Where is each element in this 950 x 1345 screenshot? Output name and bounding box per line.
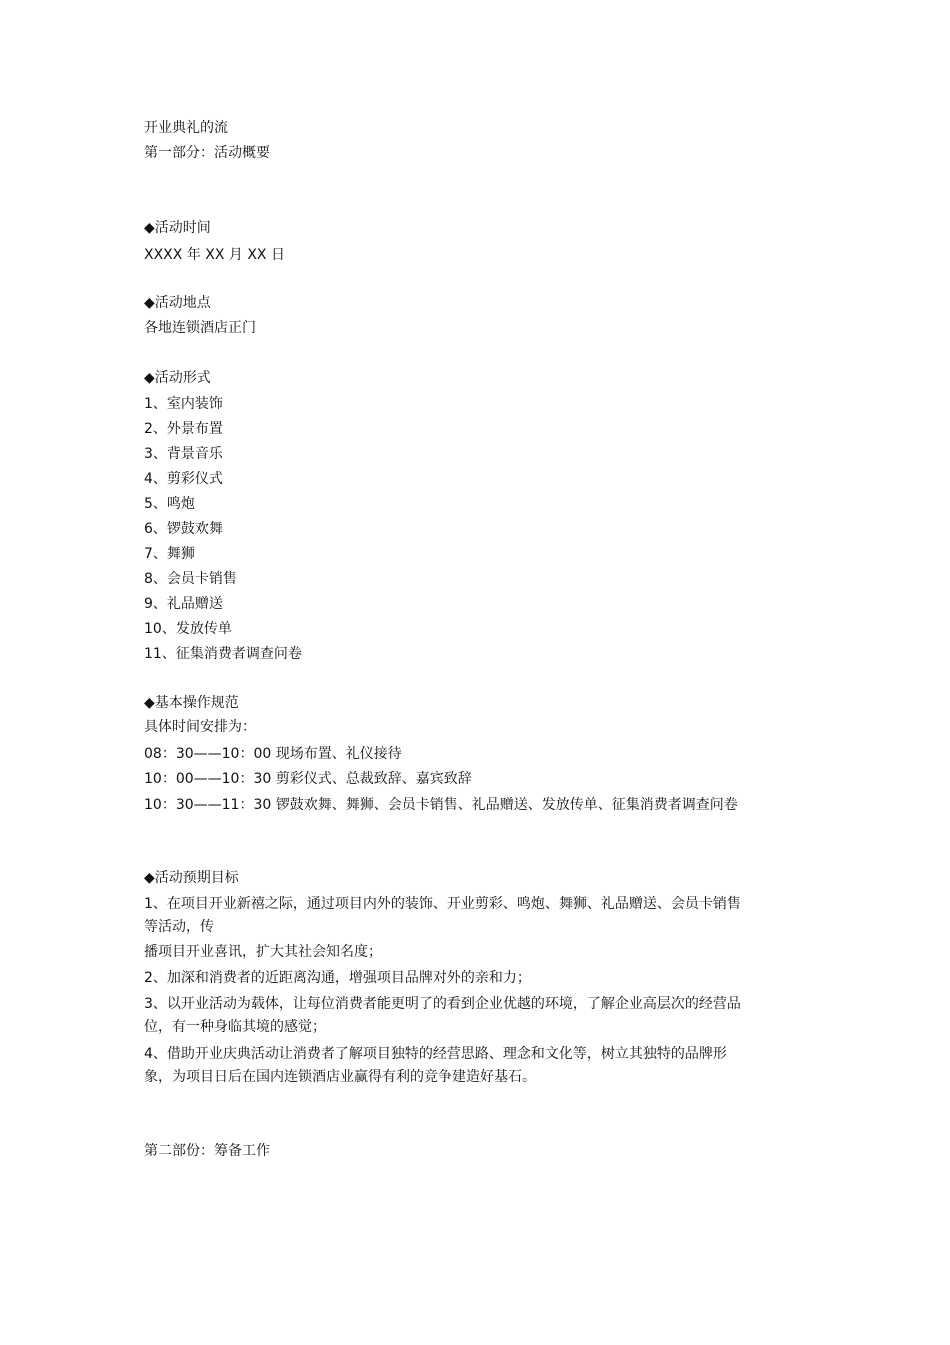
goal-item: 2、加深和消费者的近距离沟通，增强项目品牌对外的亲和力； <box>144 970 531 986</box>
goal-item: 3、以开业活动为载体，让每位消费者能更明了的看到企业优越的环境，了解企业高层次的经营品位，有一种身临其境的感觉； <box>144 996 741 1035</box>
list-item: 5、鸣炮 <box>144 496 195 512</box>
schedule-item: 10：30——11：30 锣鼓欢舞、舞狮、会员卡销售、礼品赠送、发放传单、征集消费者调查问卷 <box>144 797 738 813</box>
goal-item: 4、借助开业庆典活动让消费者了解项目独特的经营思路、理念和文化等，树立其独特的品牌形象，为项目日后在国内连锁酒店业赢得有利的竞争建造好基石。 <box>144 1046 727 1085</box>
schedule-item: 08：30——10：00 现场布置、礼仪接待 <box>144 746 402 762</box>
part2-heading: 第二部份：筹备工作 <box>144 1143 270 1159</box>
schedule-item: 10：00——10：30 剪彩仪式、总裁致辞、嘉宾致辞 <box>144 771 472 787</box>
list-item: 10、发放传单 <box>144 621 232 637</box>
list-item: 2、外景布置 <box>144 421 223 437</box>
goal-item: 1、在项目开业新禧之际，通过项目内外的装饰、开业剪彩、鸣炮、舞狮、礼品赠送、会员卡销售等活动，传 <box>144 896 741 935</box>
list-item: 4、剪彩仪式 <box>144 471 223 487</box>
ops-heading: ◆基本操作规范 <box>144 695 239 711</box>
goal-item: 播项目开业喜讯，扩大其社会知名度； <box>144 944 382 960</box>
form-heading: ◆活动形式 <box>144 370 211 386</box>
part1-heading: 第一部分：活动概要 <box>144 145 270 161</box>
goals-heading: ◆活动预期目标 <box>144 870 239 886</box>
list-item: 7、舞狮 <box>144 546 195 562</box>
list-item: 6、锣鼓欢舞 <box>144 521 223 537</box>
list-item: 11、征集消费者调查问卷 <box>144 646 302 662</box>
time-value: XXXX 年 XX 月 XX 日 <box>144 247 285 263</box>
list-item: 3、背景音乐 <box>144 446 223 462</box>
place-heading: ◆活动地点 <box>144 295 211 311</box>
place-value: 各地连锁酒店正门 <box>144 320 256 336</box>
document-title: 开业典礼的流 <box>144 120 228 136</box>
list-item: 1、室内装饰 <box>144 396 223 412</box>
ops-intro: 具体时间安排为： <box>144 719 256 735</box>
list-item: 9、礼品赠送 <box>144 596 223 612</box>
time-heading: ◆活动时间 <box>144 220 211 236</box>
list-item: 8、会员卡销售 <box>144 571 237 587</box>
